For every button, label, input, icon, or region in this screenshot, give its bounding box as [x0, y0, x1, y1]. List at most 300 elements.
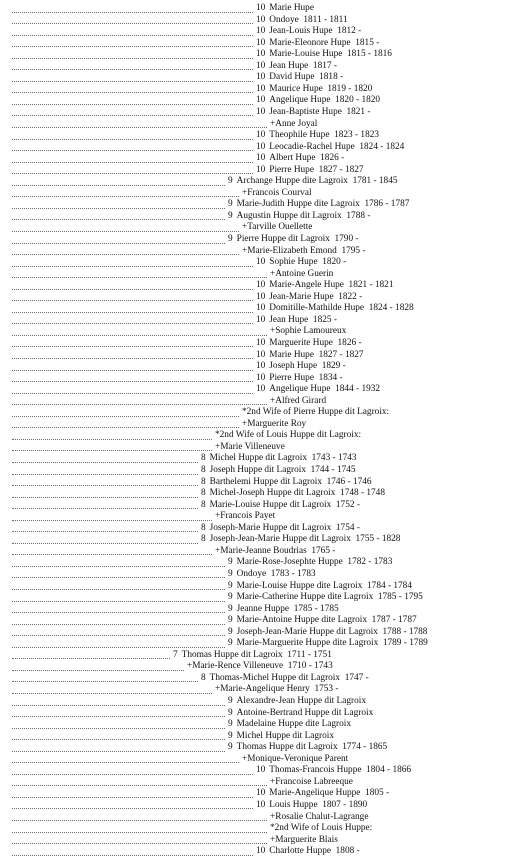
person-name: Albert Hupe 1826 - [269, 153, 345, 164]
leader-dots [12, 289, 253, 290]
person-name: Joseph-Marie Huppe dit Lagroix 1754 - [209, 522, 360, 533]
generation-number: 8 [201, 453, 206, 464]
entry-content [255, 95, 380, 107]
entry-content [269, 835, 338, 847]
leader-dots [12, 23, 253, 24]
entry-row [12, 107, 506, 119]
entry-content [227, 569, 316, 581]
generation-number: 9 [228, 580, 233, 591]
spouse-name: +Rosalie Chalut-Lagrange [270, 811, 369, 822]
entry-content [255, 107, 371, 119]
generation-number: 10 [256, 765, 266, 776]
entry-row [12, 500, 506, 512]
person-name: Michel-Joseph Huppe dit Lagroix 1748 - 1748 [209, 488, 385, 499]
entry-content [200, 673, 369, 685]
leader-dots [12, 658, 170, 659]
person-name: Domitille-Mathilde Hupe 1824 - 1828 [269, 303, 414, 314]
spouse-row [12, 269, 506, 281]
generation-number: 7 [173, 649, 178, 660]
generation-number: 10 [256, 291, 266, 302]
person-name: Thomas Huppe dit Lagroix 1711 - 1751 [181, 649, 332, 660]
generation-number: 10 [256, 153, 266, 164]
leader-dots [12, 635, 225, 636]
person-name: Jeanne Huppe 1785 - 1785 [236, 603, 339, 614]
entry-row [12, 153, 506, 165]
entry-content [255, 61, 337, 73]
leader-dots [12, 762, 239, 763]
entry-content [255, 315, 337, 327]
entry-row [12, 708, 506, 720]
leader-dots [12, 751, 225, 752]
leader-dots [12, 370, 253, 371]
entry-content [255, 142, 404, 154]
entry-content [255, 72, 343, 84]
entry-row [12, 234, 506, 246]
spouse-name: +Monique-Veronique Parent [242, 753, 349, 764]
entry-content [227, 627, 427, 639]
person-name: Marie-Angele Hupe 1821 - 1821 [269, 280, 394, 291]
entry-content [227, 234, 359, 246]
generation-number: 10 [256, 72, 266, 83]
spouse-name: +Alfred Girard [270, 395, 327, 406]
entry-row [12, 199, 506, 211]
leader-dots [12, 497, 198, 498]
entry-content [255, 361, 346, 373]
entry-row [12, 604, 506, 616]
leader-dots [12, 612, 225, 613]
leader-dots [12, 520, 212, 521]
entry-content [255, 788, 389, 800]
entry-row [12, 488, 506, 500]
entry-row [12, 765, 506, 777]
spouse-name: +Marie-Angelique Henry 1753 - [215, 684, 339, 695]
leader-dots [12, 243, 225, 244]
generation-number: 8 [201, 476, 206, 487]
person-name: Joseph Huppe dit Lagroix 1744 - 1745 [209, 465, 356, 475]
spouse-row [12, 326, 506, 338]
entry-row [12, 384, 506, 396]
entry-content [241, 419, 306, 431]
leader-dots [12, 566, 225, 567]
person-name: Pierre Hupe 1827 - 1827 [269, 164, 364, 175]
entry-content [269, 823, 372, 835]
spouse-name: +Marie-Elizabeth Emond 1795 - [242, 245, 366, 256]
entry-row [12, 373, 506, 385]
person-name: Michel Huppe dit Lagroix 1743 - 1743 [209, 453, 357, 464]
generation-number: 9 [228, 210, 233, 221]
person-name: Madelaine Huppe dite Lagroix [236, 719, 352, 730]
leader-dots [12, 404, 267, 405]
spouse-row [12, 511, 506, 523]
leader-dots [12, 12, 253, 13]
generation-number: 10 [256, 14, 266, 25]
person-name: Marie-Angelique Huppe 1805 - [269, 788, 390, 799]
entry-row [12, 315, 506, 327]
person-name: Marie-Rose-Josephte Huppe 1782 - 1783 [236, 557, 393, 568]
spouse-row [12, 442, 506, 454]
leader-dots [12, 277, 267, 278]
generation-number: 10 [256, 303, 266, 314]
generation-number: 10 [256, 372, 266, 383]
entry-content [269, 326, 346, 338]
leader-dots [12, 681, 198, 682]
leader-dots [12, 543, 198, 544]
generation-number: 9 [228, 696, 233, 706]
leader-dots [12, 705, 225, 706]
generation-number: 9 [228, 730, 233, 741]
person-name: Thomas-Francois Huppe 1804 - 1866 [269, 765, 412, 776]
entry-row [12, 615, 506, 627]
generation-number: 10 [256, 130, 266, 141]
person-name: Archange Huppe dite Lagroix 1781 - 1845 [236, 176, 398, 187]
entry-row [12, 350, 506, 362]
person-name: Michel Huppe dit Lagroix [236, 730, 334, 741]
generation-number: 8 [201, 672, 206, 683]
entry-content [214, 442, 285, 454]
person-name: Marguerite Hupe 1826 - [269, 337, 362, 348]
person-name: Marie-Louise Huppe dite Lagroix 1784 - 1784 [236, 580, 412, 591]
leader-dots [12, 693, 212, 694]
entry-row [12, 731, 506, 743]
leader-dots [12, 554, 212, 555]
person-name: David Hupe 1818 - [269, 72, 344, 83]
person-name: Sophie Hupe 1820 - [269, 257, 347, 268]
leader-dots [12, 450, 212, 451]
leader-dots [12, 508, 198, 509]
entry-content [255, 153, 344, 165]
entry-row [12, 49, 506, 61]
generation-number: 8 [201, 499, 206, 510]
generation-number: 10 [256, 361, 266, 372]
person-name: Marie Hupe [269, 3, 314, 13]
person-name: Jean Hupe 1817 - [269, 60, 337, 71]
entry-content [241, 246, 365, 258]
spouse-name: +Antoine Guerin [270, 268, 334, 279]
entry-content [227, 708, 373, 720]
generation-number: 9 [228, 568, 233, 579]
generation-number: 10 [256, 60, 266, 71]
entry-row [12, 800, 506, 812]
person-name: Angelique Hupe 1820 - 1820 [269, 95, 381, 106]
leader-dots [12, 104, 253, 105]
person-name: Marie Hupe 1827 - 1827 [269, 349, 364, 360]
person-name: Maurice Hupe 1819 - 1820 [269, 83, 373, 94]
person-name: Marie-Judith Huppe dite Lagroix 1786 - 1787 [236, 199, 410, 210]
entry-row [12, 280, 506, 292]
generation-number: 8 [201, 534, 206, 545]
entry-content [255, 765, 411, 777]
entry-row [12, 534, 506, 546]
entry-content [269, 269, 333, 281]
generation-number: 10 [256, 164, 266, 175]
generation-number: 9 [228, 615, 233, 626]
leader-dots [12, 162, 253, 163]
entry-content [186, 661, 333, 673]
entry-row [12, 465, 506, 477]
person-name: Marie-Eleonore Hupe 1815 - [269, 37, 380, 48]
entry-row [12, 638, 506, 650]
generation-number: 10 [256, 280, 266, 291]
person-name: Alexandre-Jean Huppe dit Lagroix [236, 696, 366, 706]
leader-dots [12, 439, 212, 440]
generation-number: 9 [228, 176, 233, 187]
generation-number: 10 [256, 257, 266, 268]
spouse-row [12, 430, 506, 442]
person-name: Marie-Catherine Huppe dite Lagroix 1785 - 1795 [236, 592, 423, 603]
entry-row [12, 38, 506, 50]
leader-dots [12, 820, 267, 821]
entry-content [255, 800, 367, 812]
entry-row [12, 696, 506, 708]
spouse-row [12, 823, 506, 835]
generation-number: 9 [228, 592, 233, 603]
person-name: Louis Huppe 1807 - 1890 [269, 799, 368, 810]
leader-dots [12, 589, 225, 590]
generation-number: 10 [256, 799, 266, 810]
generation-number: 10 [256, 83, 266, 94]
entry-row [12, 338, 506, 350]
leader-dots [12, 647, 225, 648]
entry-content [241, 407, 389, 419]
entry-content [227, 592, 423, 604]
spouse-name: +Francois Payet [215, 511, 276, 522]
leader-dots [12, 728, 225, 729]
entry-row [12, 627, 506, 639]
entry-content [227, 604, 339, 616]
entry-content [269, 812, 368, 824]
person-name: Antoine-Bertrand Huppe dit Lagroix [236, 707, 374, 718]
person-name: Marie-Antoine Huppe dite Lagroix 1787 - 1787 [236, 615, 417, 626]
generation-number: 9 [228, 626, 233, 637]
person-name: Charlotte Huppe 1808 - [269, 846, 360, 857]
person-name: Leocadie-Rachel Hupe 1824 - 1824 [269, 141, 405, 152]
entry-row [12, 477, 506, 489]
spouse-row [12, 419, 506, 431]
generation-number: 10 [256, 314, 266, 325]
generation-number: 8 [201, 465, 206, 475]
spouse-name: +Marie Villeneuve [215, 441, 285, 452]
generation-number: 10 [256, 788, 266, 799]
generation-number: 9 [228, 603, 233, 614]
generation-number: 10 [256, 37, 266, 48]
leader-dots [12, 601, 225, 602]
leader-dots [12, 739, 225, 740]
entry-row [12, 303, 506, 315]
leader-dots [12, 832, 267, 833]
leader-dots [12, 92, 253, 93]
entry-row [12, 453, 506, 465]
leader-dots [12, 785, 267, 786]
spouse-row [12, 684, 506, 696]
leader-dots [12, 774, 253, 775]
entry-row [12, 257, 506, 269]
entry-content [214, 430, 361, 442]
leader-dots [12, 624, 225, 625]
leader-dots [12, 35, 253, 36]
entry-content [227, 211, 370, 223]
entry-content [227, 719, 351, 731]
generation-number: 9 [228, 557, 233, 568]
entry-content [255, 303, 414, 315]
generation-number: 10 [256, 106, 266, 117]
entry-content [255, 130, 379, 142]
entry-row [12, 523, 506, 535]
leader-dots [12, 115, 253, 116]
leader-dots [12, 312, 253, 313]
generation-number: 9 [228, 638, 233, 649]
spouse-row [12, 396, 506, 408]
spouse-name: +Anne Joyal [270, 118, 318, 129]
person-name: Joseph-Jean-Marie Huppe dit Lagroix 1788 - 1788 [236, 626, 428, 637]
leader-dots [12, 173, 253, 174]
entry-row [12, 846, 506, 858]
leader-dots [12, 69, 253, 70]
entry-content [255, 15, 348, 27]
generation-number: 9 [228, 742, 233, 753]
leader-dots [12, 185, 225, 186]
entry-row [12, 176, 506, 188]
leader-dots [12, 300, 253, 301]
leader-dots [12, 323, 253, 324]
person-name: Barthelemi Huppe dit Lagroix 1746 - 1746 [209, 476, 372, 487]
entry-content [227, 199, 409, 211]
entry-row [12, 130, 506, 142]
leader-dots [12, 485, 198, 486]
entry-row [12, 142, 506, 154]
generation-number: 9 [228, 707, 233, 718]
person-name: Theophile Hupe 1823 - 1823 [269, 130, 380, 141]
entry-content [200, 488, 385, 500]
spouse-name: *2nd Wife of Louis Huppe: [270, 823, 373, 834]
generation-number: 10 [256, 95, 266, 106]
leader-dots [12, 474, 198, 475]
leader-dots [12, 381, 253, 382]
leader-dots [12, 196, 239, 197]
person-name: Joseph-Jean-Marie Huppe dit Lagroix 1755 - 1828 [209, 534, 401, 545]
leader-dots [12, 346, 253, 347]
person-name: Pierre Hupe 1834 - [269, 372, 343, 383]
spouse-name: +Marguerite Roy [242, 418, 307, 429]
entry-row [12, 592, 506, 604]
entry-content [200, 534, 400, 546]
spouse-row [12, 407, 506, 419]
generation-number: 8 [201, 522, 206, 533]
entry-row [12, 84, 506, 96]
leader-dots [12, 843, 267, 844]
leader-dots [12, 808, 253, 809]
entry-row [12, 72, 506, 84]
generation-number: 10 [256, 26, 266, 37]
person-name: Joseph Hupe 1829 - [269, 361, 346, 372]
entry-content [255, 280, 393, 292]
leader-dots [12, 358, 253, 359]
spouse-row [12, 246, 506, 258]
entry-content [200, 465, 356, 477]
generation-number: 10 [256, 141, 266, 152]
spouse-name: +Francois Courval [242, 187, 312, 198]
person-name: Pierre Huppe dit Lagroix 1790 - [236, 234, 359, 244]
spouse-row [12, 119, 506, 131]
entry-content [214, 546, 335, 558]
generation-number: 9 [228, 199, 233, 210]
entry-content [214, 511, 275, 523]
leader-dots [12, 208, 225, 209]
spouse-row [12, 546, 506, 558]
entry-content [227, 731, 334, 743]
entry-content [241, 222, 312, 234]
leader-dots [12, 716, 225, 717]
spouse-name: +Marie-Jeanne Boudrias 1765 - [215, 545, 336, 556]
spouse-row [12, 188, 506, 200]
entry-content [255, 384, 380, 396]
person-name: Jean-Baptiste Hupe 1821 - [269, 106, 371, 117]
leader-dots [12, 416, 239, 417]
generation-number: 9 [228, 234, 233, 244]
leader-dots [12, 219, 225, 220]
entry-content [255, 49, 392, 61]
entry-row [12, 15, 506, 27]
entry-content [269, 777, 353, 789]
generation-number: 10 [256, 349, 266, 360]
spouse-name: +Tarville Ouellette [242, 222, 313, 233]
spouse-row [12, 812, 506, 824]
leader-dots [12, 577, 225, 578]
entry-content [227, 557, 392, 569]
entry-row [12, 361, 506, 373]
person-name: Augustin Huppe dit Lagroix 1788 - [236, 210, 371, 221]
entry-row [12, 165, 506, 177]
person-name: Jean-Louis Hupe 1812 - [269, 26, 362, 37]
spouse-row [12, 754, 506, 766]
entry-content [227, 696, 366, 708]
entry-row [12, 788, 506, 800]
entry-row [12, 569, 506, 581]
spouse-row [12, 661, 506, 673]
entry-content [200, 523, 360, 535]
generation-number: 10 [256, 384, 266, 395]
spouse-name: +Marguerite Blais [270, 834, 338, 845]
person-name: Marie-Louise Huppe dit Lagroix 1752 - [209, 499, 360, 510]
entry-row [12, 292, 506, 304]
entry-row [12, 95, 506, 107]
leader-dots [12, 231, 239, 232]
entry-content [255, 257, 346, 269]
leader-dots [12, 462, 198, 463]
generation-number: 10 [256, 846, 266, 857]
entry-row [12, 719, 506, 731]
generation-number: 10 [256, 49, 266, 60]
entry-content [227, 638, 428, 650]
entry-content [255, 38, 379, 50]
entry-content [241, 754, 348, 766]
leader-dots [12, 127, 267, 128]
generation-number: 9 [228, 719, 233, 730]
entry-row [12, 673, 506, 685]
entry-content [227, 742, 387, 754]
person-name: Marie-Marguerite Huppe dite Lagroix 1789 - 1789 [236, 638, 428, 649]
entry-row [12, 557, 506, 569]
entry-content [200, 500, 360, 512]
entry-content [255, 846, 360, 858]
leader-dots [12, 58, 253, 59]
spouse-name: *2nd Wife of Louis Huppe dit Lagroix: [215, 430, 362, 441]
spouse-row [12, 835, 506, 847]
entry-content [255, 3, 314, 15]
entry-content [172, 650, 332, 662]
spouse-row [12, 777, 506, 789]
spouse-name: +Francoise Labreeque [270, 776, 353, 787]
leader-dots [12, 139, 253, 140]
